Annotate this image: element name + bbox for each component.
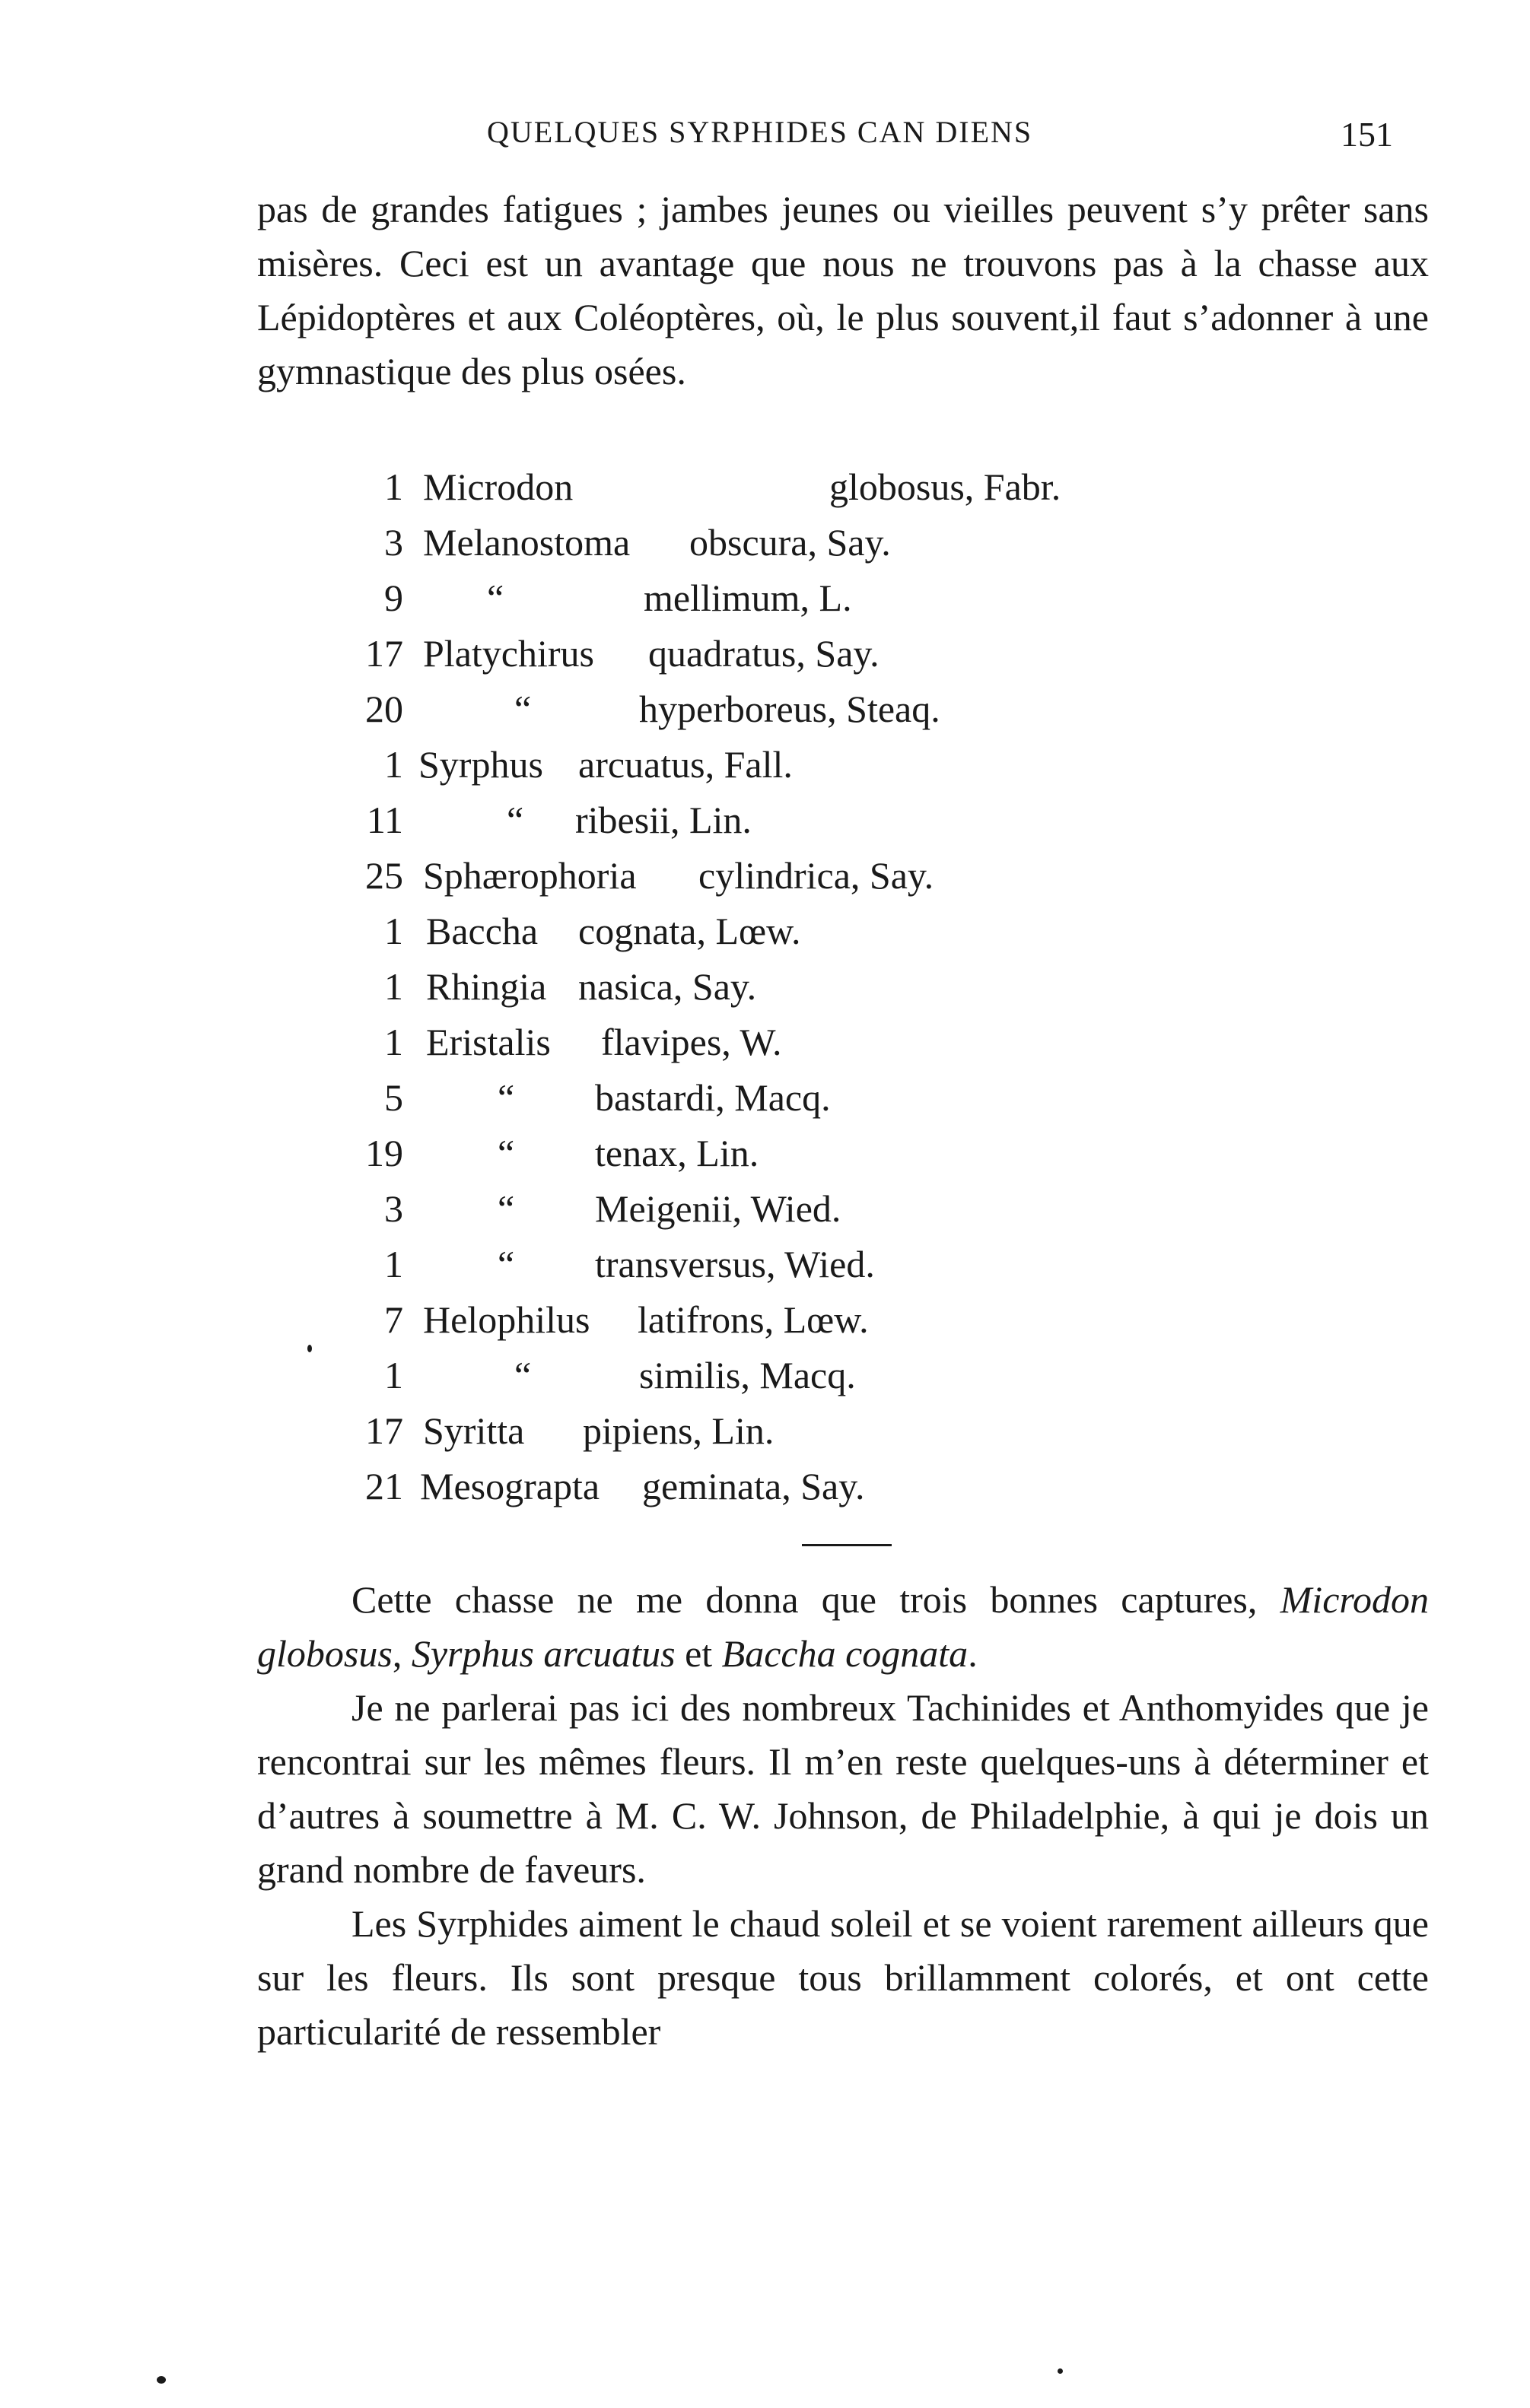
ink-speck (307, 1345, 312, 1352)
genus-name: Microdon (423, 465, 574, 508)
list-item (0, 793, 1530, 848)
specimen-count: 1 (384, 1243, 403, 1285)
species-name: mellimum, L. (644, 577, 852, 619)
intro-paragraph: pas de grandes fatigues ; jambes jeunes ou vieilles peuvent s’y prêter sans misères. Ceci est un avantage que nous ne trouvons pas à la chasse aux Lépidoptères et aux Coléoptères, où, le plus souvent,il faut s’adonner à une gymnastique des plus osées. (257, 188, 1429, 392)
list-item (0, 848, 1530, 904)
ditto-mark: “ (498, 1187, 515, 1230)
genus-name: Baccha (426, 910, 539, 952)
specimen-count: 11 (366, 799, 403, 841)
captures-paragraph (257, 1573, 1429, 1681)
page-number: 151 (1341, 115, 1393, 154)
list-item (0, 681, 1530, 737)
genus-name: Sphærophoria (423, 854, 637, 897)
specimen-count: 3 (384, 521, 403, 564)
tachinides-paragraph: Je ne parlerai pas ici des nombreux Tachinides et Anthomyides que je rencontrai sur les mêmes fleurs. Il m’en reste quelques-uns à déterminer et d’autres à soumettre à M. C. W. Johnson, de Philadelphie, à qui je dois un grand nombre de faveurs. (257, 1686, 1429, 1891)
species-name: nasica, Say. (578, 965, 757, 1008)
conjunction: et (675, 1632, 722, 1675)
genus-name: Mesograpta (420, 1465, 600, 1507)
list-item (0, 570, 1530, 626)
species-name: cognata, Lœw. (578, 910, 801, 952)
separator: , (392, 1632, 412, 1675)
species-name: arcuatus, Fall. (578, 743, 793, 786)
specimen-count: 7 (384, 1298, 403, 1341)
species-name: transversus, Wied. (595, 1243, 875, 1285)
specimen-count: 1 (384, 1021, 403, 1063)
ditto-mark: “ (498, 1132, 515, 1174)
specimen-count: 25 (365, 854, 403, 897)
specimen-count: 9 (384, 577, 403, 619)
species-name: bastardi, Macq. (595, 1076, 831, 1119)
specimen-count: 21 (365, 1465, 403, 1507)
list-item (0, 1459, 1530, 1514)
intro-paragraph-block (257, 183, 1429, 399)
genus-name: Syritta (423, 1409, 525, 1452)
ditto-mark: “ (487, 577, 504, 619)
species-name: tenax, Lin. (595, 1132, 759, 1174)
genus-name: Melanostoma (423, 521, 631, 564)
ditto-mark: “ (498, 1243, 515, 1285)
period: . (968, 1632, 978, 1675)
section-divider-rule (802, 1544, 892, 1546)
species-name: similis, Macq. (639, 1354, 856, 1396)
ditto-mark: “ (498, 1076, 515, 1119)
species-name: cylindrica, Say. (698, 854, 934, 897)
specimen-count: 19 (365, 1132, 403, 1174)
list-item (0, 1070, 1530, 1126)
genus-name: Platychirus (423, 632, 594, 675)
specimen-count: 17 (365, 1409, 403, 1452)
specimen-count: 1 (384, 743, 403, 786)
list-item (0, 959, 1530, 1015)
taxon-name: Microdon globosus (257, 1578, 1429, 1675)
species-name: pipiens, Lin. (583, 1409, 775, 1452)
body-text-block (257, 1573, 1429, 2059)
specimen-count: 3 (384, 1187, 403, 1230)
list-item (0, 626, 1530, 681)
list-item (0, 1348, 1530, 1403)
ditto-mark: “ (514, 1354, 532, 1396)
species-name: latifrons, Lœw. (638, 1298, 869, 1341)
specimen-count: 17 (365, 632, 403, 675)
list-item (0, 1403, 1530, 1459)
genus-name: Helophilus (423, 1298, 590, 1341)
specimen-count: 1 (384, 465, 403, 508)
taxon-name: Baccha cognata (721, 1632, 969, 1675)
running-title: QUELQUES SYRPHIDES CAN DIENS (487, 115, 1033, 149)
specimen-count: 1 (384, 1354, 403, 1396)
ink-speck (157, 2376, 166, 2384)
genus-name: Eristalis (426, 1021, 551, 1063)
syrphides-paragraph: Les Syrphides aiment le chaud soleil et se voient rarement ailleurs que sur les fleurs. Ils sont presque tous brillamment colorés, et ont cette particularité de ressembler (257, 1902, 1429, 2053)
list-item (0, 1015, 1530, 1070)
list-item (0, 459, 1530, 515)
list-item (0, 1237, 1530, 1292)
genus-name: Syrphus (418, 743, 543, 786)
ditto-mark: “ (514, 688, 532, 730)
list-item (0, 904, 1530, 959)
species-name: hyperboreus, Steaq. (639, 688, 940, 730)
genus-name: Rhingia (426, 965, 547, 1008)
running-head (0, 114, 1530, 160)
species-name: ribesii, Lin. (575, 799, 752, 841)
ditto-mark: “ (507, 799, 524, 841)
specimen-count: 1 (384, 965, 403, 1008)
catch-list (0, 459, 1530, 1514)
specimen-count: 20 (365, 688, 403, 730)
list-item (0, 515, 1530, 570)
list-item (0, 1292, 1530, 1348)
captures-lead: Cette chasse ne me donna que trois bonnes captures, (351, 1578, 1280, 1621)
specimen-count: 5 (384, 1076, 403, 1119)
species-name: geminata, Say. (642, 1465, 865, 1507)
species-name: quadratus, Say. (648, 632, 880, 675)
ink-speck (1058, 2368, 1063, 2374)
list-item (0, 1126, 1530, 1181)
species-name: globosus, Fabr. (829, 465, 1061, 508)
species-name: obscura, Say. (689, 521, 891, 564)
list-item (0, 1181, 1530, 1237)
species-name: Meigenii, Wied. (595, 1187, 841, 1230)
taxon-name: Syrphus arcuatus (411, 1632, 676, 1675)
species-name: flavipes, W. (601, 1021, 782, 1063)
specimen-count: 1 (384, 910, 403, 952)
list-item (0, 737, 1530, 793)
